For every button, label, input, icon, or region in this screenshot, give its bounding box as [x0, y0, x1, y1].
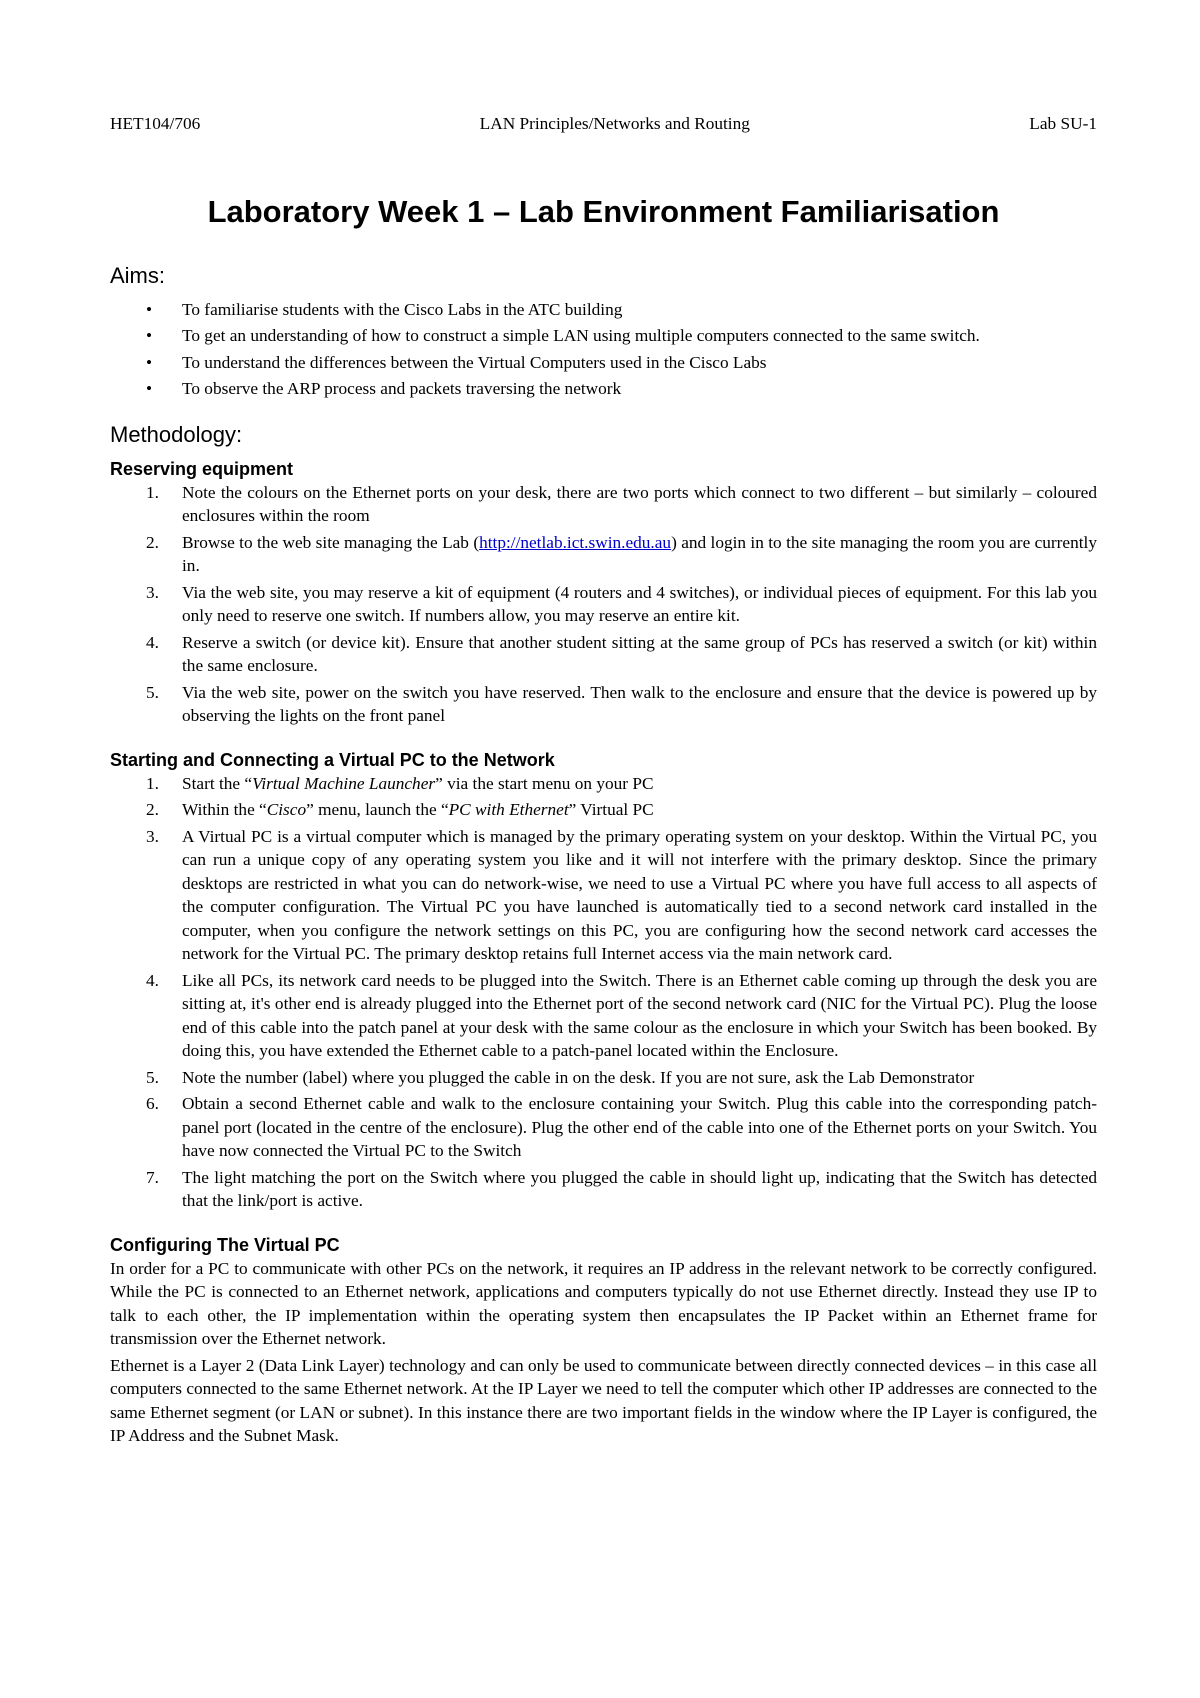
page-header — [110, 112, 1097, 136]
bullet-icon: • — [146, 299, 153, 319]
step-text: ” Virtual PC — [568, 800, 654, 819]
step-text: Start the “ — [182, 773, 253, 793]
app-name: Virtual Machine Launcher — [252, 773, 436, 793]
step-number: 4. — [146, 970, 159, 990]
step-item — [110, 798, 1097, 822]
step-number: 6. — [146, 1094, 159, 1113]
step-item — [110, 531, 1097, 578]
step-text-before-link: Browse to the web site managing the Lab ( — [182, 532, 480, 552]
step-item — [110, 772, 1097, 796]
step-text: Obtain a second Ethernet cable and walk to the enclosure containing your Switch. Plug this cable into the corresponding patch-panel port (located in the centre of the enclosure). Plug the other end of the cable into one of the Ethernet ports on your Switch. You have now connected the Virtual PC to the Switch — [182, 1094, 1097, 1160]
starting-steps — [110, 772, 1097, 1213]
aims-item — [110, 377, 1097, 401]
aims-item — [110, 324, 1097, 348]
step-text-after-link: ) and login in to the site managing the room you are currently in. — [182, 532, 1097, 575]
aims-item — [110, 351, 1097, 375]
step-number: 1. — [146, 482, 159, 502]
step-text: A Virtual PC is a virtual computer which is managed by the primary operating system on your desktop. Within the Virtual PC, you can run a unique copy of any operating system you like and it will not interfere with the primary desktop. Since the primary desktops are restricted in what you can do network-wise, we need to use a Virtual PC where you have full access to all aspects of the computer configuration. The Virtual PC you have launched is automatically tied to a second network card installed in the computer, when you configure the network settings on this PC, you are configuring how the second network card accesses the network for the Virtual PC. The primary desktop retains full Internet access via the main network card. — [182, 826, 1097, 963]
bullet-icon: • — [146, 352, 153, 372]
reserving-heading: Reserving equipment — [110, 458, 294, 479]
netlab-link[interactable]: http://netlab.ict.swin.edu.au — [479, 532, 672, 552]
step-item — [110, 825, 1097, 966]
step-number: 2. — [146, 532, 159, 552]
aims-heading: Aims: — [110, 262, 165, 288]
aims-item-text: To get an understanding of how to construct a simple LAN using multiple computers connected to the same switch. — [182, 326, 980, 345]
configuring-heading: Configuring The Virtual PC — [110, 1234, 340, 1255]
bullet-icon: • — [146, 379, 153, 398]
course-code: HET104/706 — [110, 114, 201, 133]
step-text: Via the web site, you may reserve a kit of equipment (4 routers and 4 switches), or individual pieces of equipment. For this lab you only need to reserve one switch. If numbers allow, you may reserve an entire kit. — [182, 582, 1097, 625]
step-text: Within the “ — [182, 800, 267, 819]
step-item — [110, 969, 1097, 1063]
step-number: 5. — [146, 1067, 159, 1087]
step-number: 3. — [146, 826, 159, 846]
course-title: LAN Principles/Networks and Routing — [479, 114, 750, 133]
step-text: Note the number (label) where you plugged the cable in on the desk. If you are not sure, ask the Lab Demonstrator — [182, 1067, 975, 1087]
step-number: 1. — [146, 773, 159, 793]
step-number: 3. — [146, 582, 159, 602]
step-item — [110, 631, 1097, 678]
vpc-name: PC with Ethernet — [448, 800, 569, 819]
step-number: 4. — [146, 632, 159, 652]
step-text: ” menu, launch the “ — [306, 800, 449, 819]
aims-list — [110, 298, 1097, 401]
bullet-icon: • — [146, 326, 153, 345]
step-number: 7. — [146, 1167, 159, 1187]
menu-name: Cisco — [266, 800, 307, 819]
step-item — [110, 1092, 1097, 1163]
step-text: Reserve a switch (or device kit). Ensure that another student sitting at the same group of PCs has reserved a switch (or kit) within the same enclosure. — [182, 632, 1097, 675]
step-number: 2. — [146, 800, 159, 819]
body-paragraph: Ethernet is a Layer 2 (Data Link Layer) technology and can only be used to communicate between directly connected devices – in this case all computers connected to the same Ethernet network. At the IP Layer we need to tell the computer which other IP addresses are connected to the same Ethernet segment (or LAN or subnet). In this instance there are two important fields in the window where the IP Layer is configured, the IP Address and the Subnet Mask. — [110, 1355, 1097, 1445]
step-number: 5. — [146, 682, 159, 702]
step-text: Via the web site, power on the switch you have reserved. Then walk to the enclosure and ensure that the device is powered up by observing the lights on the front panel — [182, 682, 1097, 725]
aims-item-text: To observe the ARP process and packets traversing the network — [182, 379, 622, 398]
lab-id: Lab SU-1 — [1029, 114, 1097, 133]
aims-item — [110, 298, 1097, 322]
aims-item-text: To understand the differences between the Virtual Computers used in the Cisco Labs — [182, 352, 767, 372]
starting-heading: Starting and Connecting a Virtual PC to the Network — [110, 749, 555, 770]
reserving-steps — [110, 481, 1097, 728]
step-text: The light matching the port on the Switch where you plugged the cable in should light up, indicating that the Switch has detected that the link/port is active. — [182, 1167, 1097, 1210]
step-item — [110, 681, 1097, 728]
step-item — [110, 1166, 1097, 1213]
methodology-heading: Methodology: — [110, 421, 243, 447]
step-text: Like all PCs, its network card needs to be plugged into the Switch. There is an Ethernet cable coming up through the desk you are sitting at, it's other end is already plugged into the Ethernet port of the second network card (NIC for the Virtual PC). Plug the loose end of this cable into the patch panel at your desk with the same colour as the enclosure in which your Switch has been booked. By doing this, you have extended the Ethernet cable to a patch-panel located within the Enclosure. — [182, 970, 1097, 1060]
step-item — [110, 581, 1097, 628]
step-text: ” via the start menu on your PC — [435, 773, 654, 793]
document-title: Laboratory Week 1 – Lab Environment Familiarisation — [207, 193, 1000, 229]
body-paragraph: In order for a PC to communicate with other PCs on the network, it requires an IP address in the relevant network to be correctly configured. While the PC is connected to an Ethernet network, applications and computers typically do not use Ethernet directly. Instead they use IP to talk to each other, the IP implementation within the operating system then encapsulates the IP Packet within an Ethernet frame for transmission over the Ethernet network. — [110, 1258, 1097, 1348]
step-item — [110, 1066, 1097, 1090]
step-item — [110, 481, 1097, 528]
step-text: Note the colours on the Ethernet ports on your desk, there are two ports which connect to two different – but similarly – coloured enclosures within the room — [182, 482, 1097, 525]
aims-item-text: To familiarise students with the Cisco Labs in the ATC building — [182, 299, 623, 319]
